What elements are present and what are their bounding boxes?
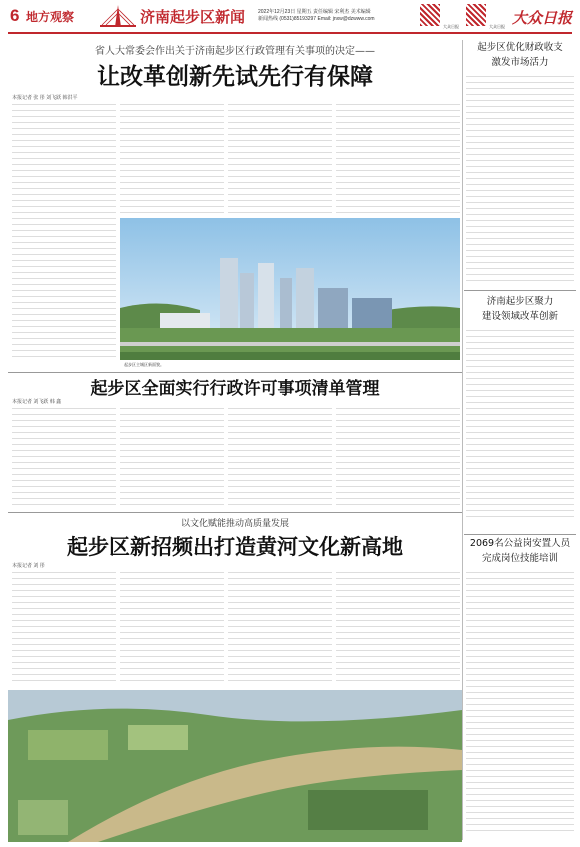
right-article2-headline (464, 294, 576, 324)
right-article3-headline (464, 536, 576, 566)
masthead-meta (258, 9, 428, 23)
headline-line: 激发市场活力 (491, 57, 549, 68)
header-rule (8, 32, 572, 34)
qr-code-icon (420, 4, 440, 26)
article3-column-4 (336, 570, 460, 686)
article2-column-1 (12, 406, 116, 506)
right-article1-headline (464, 40, 576, 70)
divider (464, 534, 576, 535)
article2-headline: 起步区全面实行行政许可事项清单管理 (90, 379, 380, 399)
article1-kicker: 省人大常委会作出关于济南起步区行政管理有关事项的决定—— (95, 46, 375, 57)
article1-column-4 (336, 102, 460, 214)
right-article1-body (466, 74, 574, 286)
divider (8, 512, 462, 513)
section-label: 地方观察 (26, 10, 75, 24)
column-divider (462, 40, 463, 840)
article3-column-1 (12, 570, 116, 686)
headline-line: 2069名公益岗安置人员 (469, 538, 571, 549)
qr-label: 大众日报 (489, 24, 505, 29)
article1-byline: 本报记者 张 彤 刘飞跃 韩洪平 (12, 95, 78, 101)
qr-code-icon (466, 4, 486, 26)
newspaper-logo: 大众日报 (512, 11, 573, 27)
article3-column-3 (228, 570, 332, 686)
qr-label: 大众日报 (443, 24, 459, 29)
divider (464, 290, 576, 291)
bridge-tower-icon (100, 3, 136, 29)
article1-headline: 让改革创新先试先行有保障 (97, 64, 373, 90)
headline-line: 建设领域改革创新 (481, 311, 558, 322)
article2-column-4 (336, 406, 460, 506)
article3-kicker: 以文化赋能推动高质量发展 (180, 519, 289, 529)
photo-caption: 起步区主城区新面貌。 (124, 362, 164, 367)
article1-column-1 (12, 102, 116, 360)
right-article3-body (466, 570, 574, 836)
right-article2-body (466, 328, 574, 522)
article3-headline: 起步区新招频出打造黄河文化新高地 (67, 535, 403, 559)
article2-byline: 本报记者 刘飞跃 韩 鑫 (12, 399, 62, 405)
page-number: 6 (10, 6, 20, 25)
article1-column-3 (228, 102, 332, 214)
meta-line-2: 新闻热线 (0531)85193297 Email: jnxw@dzwww.com (258, 16, 375, 22)
headline-line: 起步区优化财政收支 (477, 42, 563, 53)
divider (8, 372, 462, 373)
meta-line-1: 2022年12月23日 星期五 责任编辑 宋利杰 美术编辑 (258, 9, 371, 15)
article3-column-2 (120, 570, 224, 686)
page-header (0, 0, 580, 32)
section-title: 济南起步区新闻 (140, 9, 246, 26)
article3-byline: 本报记者 刘 彤 (12, 563, 45, 569)
article1-column-2 (120, 102, 224, 214)
article2-column-3 (228, 406, 332, 506)
city-skyline-photo (120, 218, 460, 360)
aerial-river-photo (8, 690, 462, 842)
headline-line: 完成岗位技能培训 (481, 553, 558, 564)
headline-line: 济南起步区聚力 (486, 296, 554, 307)
article2-column-2 (120, 406, 224, 506)
